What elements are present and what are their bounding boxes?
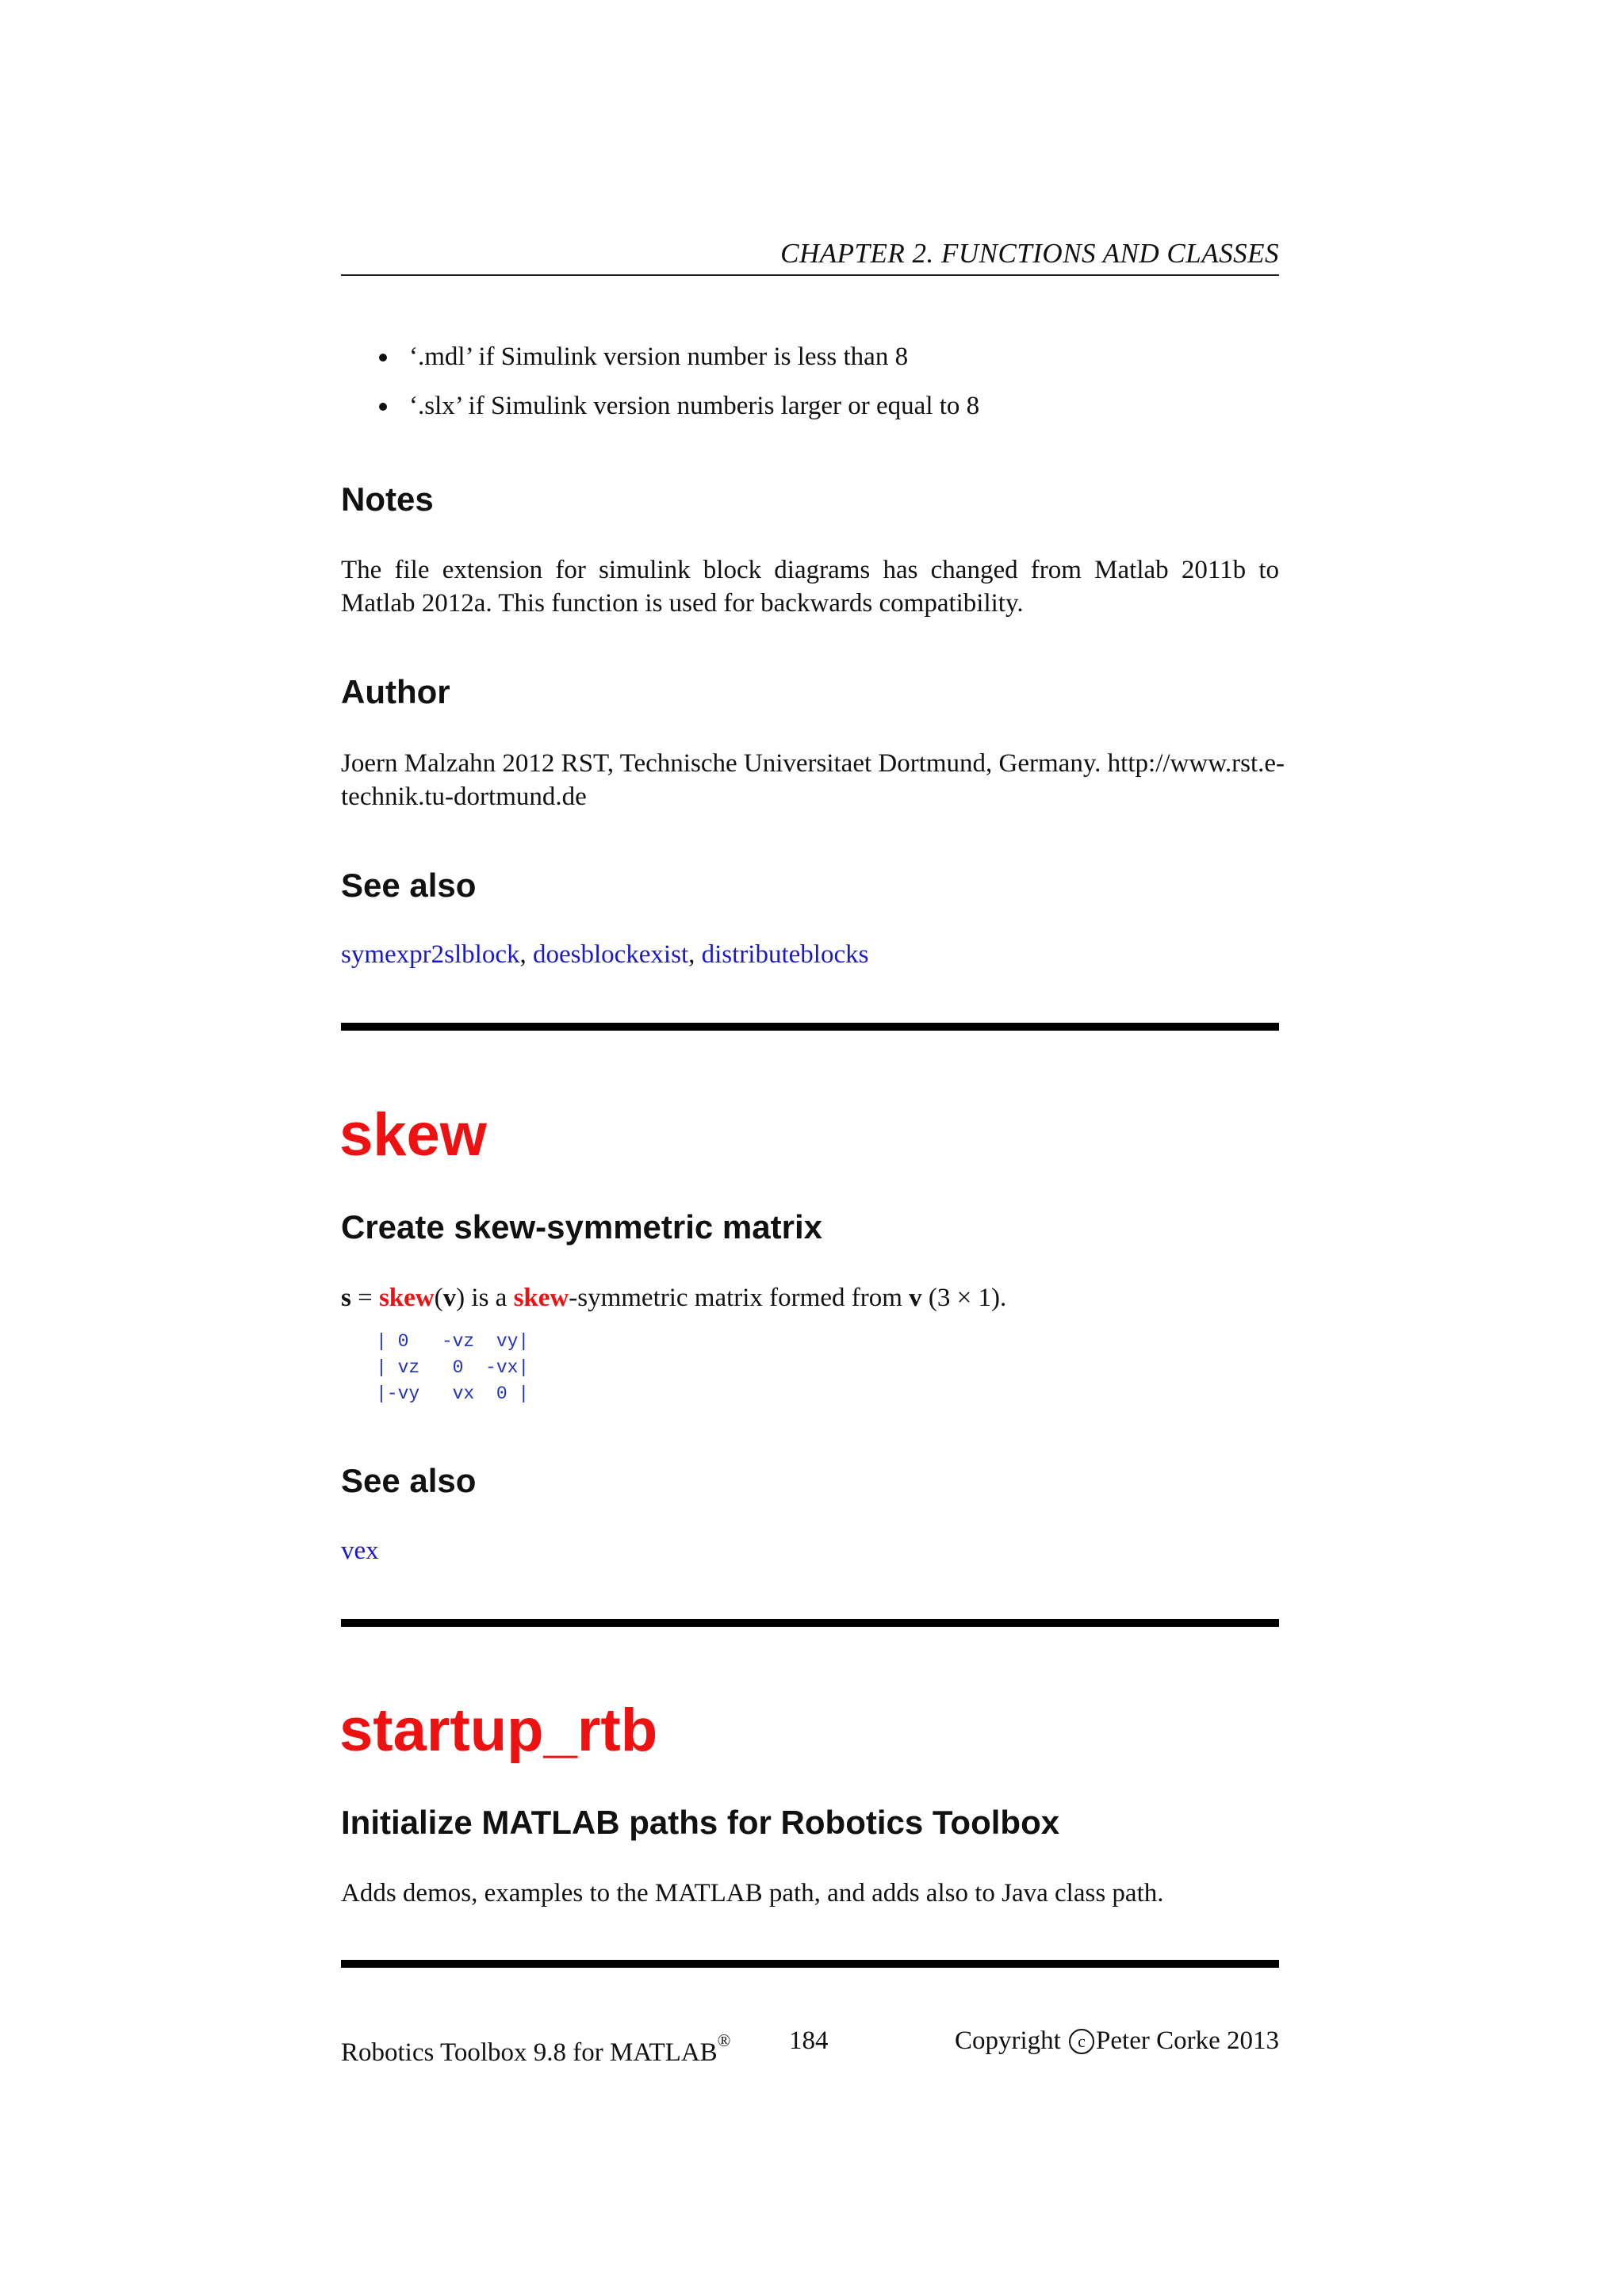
link-separator: ,: [688, 940, 702, 969]
page-number: 184: [789, 2026, 829, 2055]
footer-product: Robotics Toolbox 9.8 for MATLAB: [341, 2038, 718, 2067]
bullet-icon: [379, 403, 387, 411]
skew-see-also-links: [341, 1534, 379, 1567]
function-name-startup-rtb: startup_rtb: [339, 1697, 658, 1764]
see-also-links: [341, 938, 868, 971]
link-vex[interactable]: vex: [341, 1536, 379, 1565]
section-rule: [341, 1619, 1279, 1627]
link-doesblockexist[interactable]: doesblockexist: [532, 940, 689, 969]
code-line: | vz 0 -vx|: [376, 1357, 530, 1378]
registered-mark: ®: [717, 2030, 731, 2050]
footer-copyright: [944, 2023, 1279, 2058]
skew-see-also-heading: See also: [341, 1462, 477, 1499]
sig-output: s: [341, 1284, 351, 1312]
list-item-text: ‘.mdl’ if Simulink version number is less than 8: [409, 342, 909, 371]
sig-dim: (3 × 1).: [921, 1284, 1007, 1312]
skew-matrix-code: [376, 1329, 529, 1407]
list-item: [379, 341, 1275, 390]
sig-equals: =: [350, 1284, 379, 1312]
see-also-heading: See also: [341, 867, 477, 904]
notes-text: The file extension for simulink block diagrams has changed from Matlab 2011b to Matlab 2012a. This function is used for backwards compatibility.: [341, 556, 1279, 618]
sig-arg-2: v: [909, 1284, 922, 1312]
sig-keyword: skew: [513, 1284, 569, 1312]
code-line: | 0 -vz vy|: [376, 1331, 530, 1352]
link-symexpr2slblock[interactable]: symexpr2slblock: [341, 940, 520, 969]
copyright-prefix: Copyright: [954, 2026, 1068, 2055]
notes-heading: Notes: [341, 480, 434, 518]
running-header: CHAPTER 2. FUNCTIONS AND CLASSES: [780, 238, 1279, 269]
footer-title: [341, 2023, 730, 2070]
sig-arg: v: [442, 1284, 457, 1312]
link-separator: ,: [519, 940, 533, 969]
extension-list: [379, 341, 1275, 439]
sig-close: ) is a: [456, 1284, 514, 1312]
header-rule: [341, 274, 1279, 276]
code-line: |-vy vx 0 |: [376, 1383, 530, 1404]
copyright-icon: c: [1069, 2029, 1094, 2054]
author-heading: Author: [341, 673, 450, 710]
link-distributeblocks[interactable]: distributeblocks: [701, 940, 869, 969]
list-item: [379, 390, 1275, 439]
startup-subtitle: Initialize MATLAB paths for Robotics Toolbox: [341, 1804, 1060, 1841]
sig-function: skew: [378, 1284, 435, 1312]
startup-text: Adds demos, examples to the MATLAB path, and adds also to Java class path.: [341, 1879, 1164, 1908]
skew-subtitle: Create skew-symmetric matrix: [341, 1208, 822, 1246]
author-text: Joern Malzahn 2012 RST, Technische Universitaet Dortmund, Germany. http://www.rst.e-technik.tu-dortmund.de: [341, 749, 1285, 811]
section-rule: [341, 1023, 1279, 1031]
sig-rest: -symmetric matrix formed from: [569, 1284, 910, 1312]
copyright-owner: Peter Corke 2013: [1096, 2026, 1279, 2055]
list-item-text: ‘.slx’ if Simulink version numberis larger or equal to 8: [409, 392, 980, 420]
bullet-icon: [379, 354, 387, 362]
function-name-skew: skew: [339, 1101, 487, 1169]
sig-open: (: [434, 1284, 443, 1312]
skew-signature: [341, 1281, 1006, 1314]
section-rule: [341, 1960, 1279, 1968]
